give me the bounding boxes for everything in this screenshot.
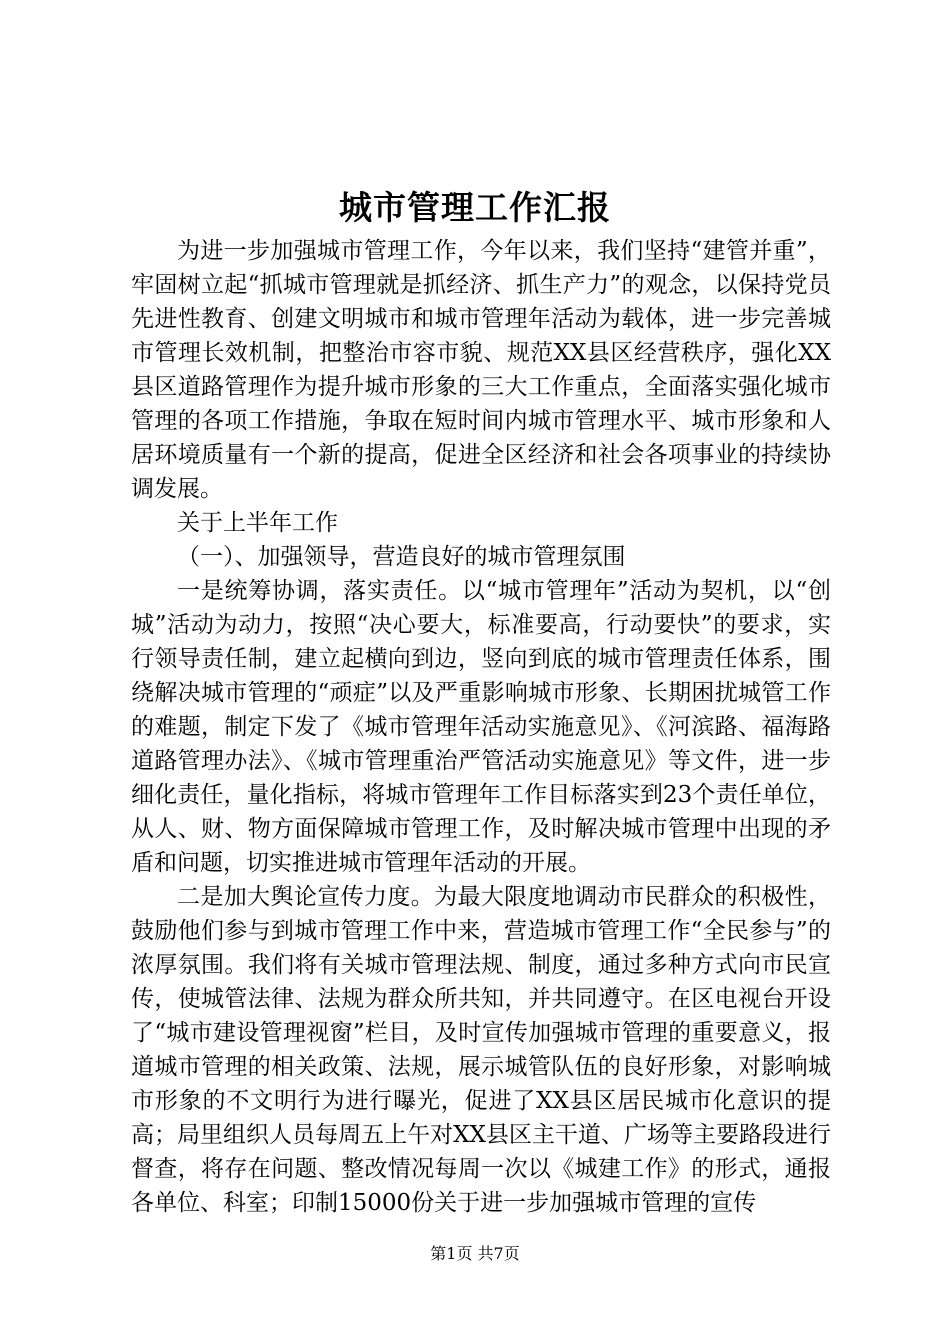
document-title: 城市管理工作汇报: [339, 188, 611, 227]
subsection-heading: （一）、加强领导，营造良好的城市管理氛围: [177, 544, 626, 570]
paragraph-coordination: 一是统筹协调，落实责任。以“城市管理年”活动为契机，以“创城”活动为动力，按照“决心要大，标准要高，行动要快”的要求，实行领导责任制，建立起横向到边，竖向到底的城市管理责任体系，围绕解决城市管理的“顽症”以及严重影响城市形象、长期困扰城管工作的难题，制定下发了《城市管理年活动实施意见》、《河滨路、福海路道路管理办法》、《城市管理重治严管活动实施意见》等文件，进一步细化责任，量化指标，将城市管理年工作目标落实到23个责任单位，从人、财、物方面保障城市管理工作，及时解决城市管理中出现的矛盾和问题，切实推进城市管理年活动的开展。: [131, 578, 831, 876]
page-number-footer: 第1页 共7页: [430, 1244, 520, 1263]
paragraph-publicity: 二是加大舆论宣传力度。为最大限度地调动市民群众的积极性，鼓励他们参与到城市管理工作中来，营造城市管理工作“全民参与”的浓厚氛围。我们将有关城市管理法规、制度，通过多种方式向市民宣传，使城管法律、法规为群众所共知，并共同遵守。在区电视台开设了“城市建设管理视窗”栏目，及时宣传加强城市管理的重要意义，报道城市管理的相关政策、法规，展示城管队伍的良好形象，对影响城市形象的不文明行为进行曝光，促进了XX县区居民城市化意识的提高；局里组织人员每周五上午对XX县区主干道、广场等主要路段进行督查，将存在问题、整改情况每周一次以《城建工作》的形式，通报各单位、科室；印制15000份关于进一步加强城市管理的宣传: [131, 884, 831, 1216]
section-heading: 关于上半年工作: [177, 510, 338, 536]
document-body: [131, 234, 831, 1220]
paragraph-intro: 为进一步加强城市管理工作，今年以来，我们坚持“建管并重”，牢固树立起“抓城市管理就是抓经济、抓生产力”的观念，以保持党员先进性教育、创建文明城市和城市管理年活动为载体，进一步完善城市管理长效机制，把整治市容市貌、规范XX县区经营秩序，强化XX县区道路管理作为提升城市形象的三大工作重点，全面落实强化城市管理的各项工作措施，争取在短时间内城市管理水平、城市形象和人居环境质量有一个新的提高，促进全区经济和社会各项事业的持续协调发展。: [131, 238, 831, 502]
